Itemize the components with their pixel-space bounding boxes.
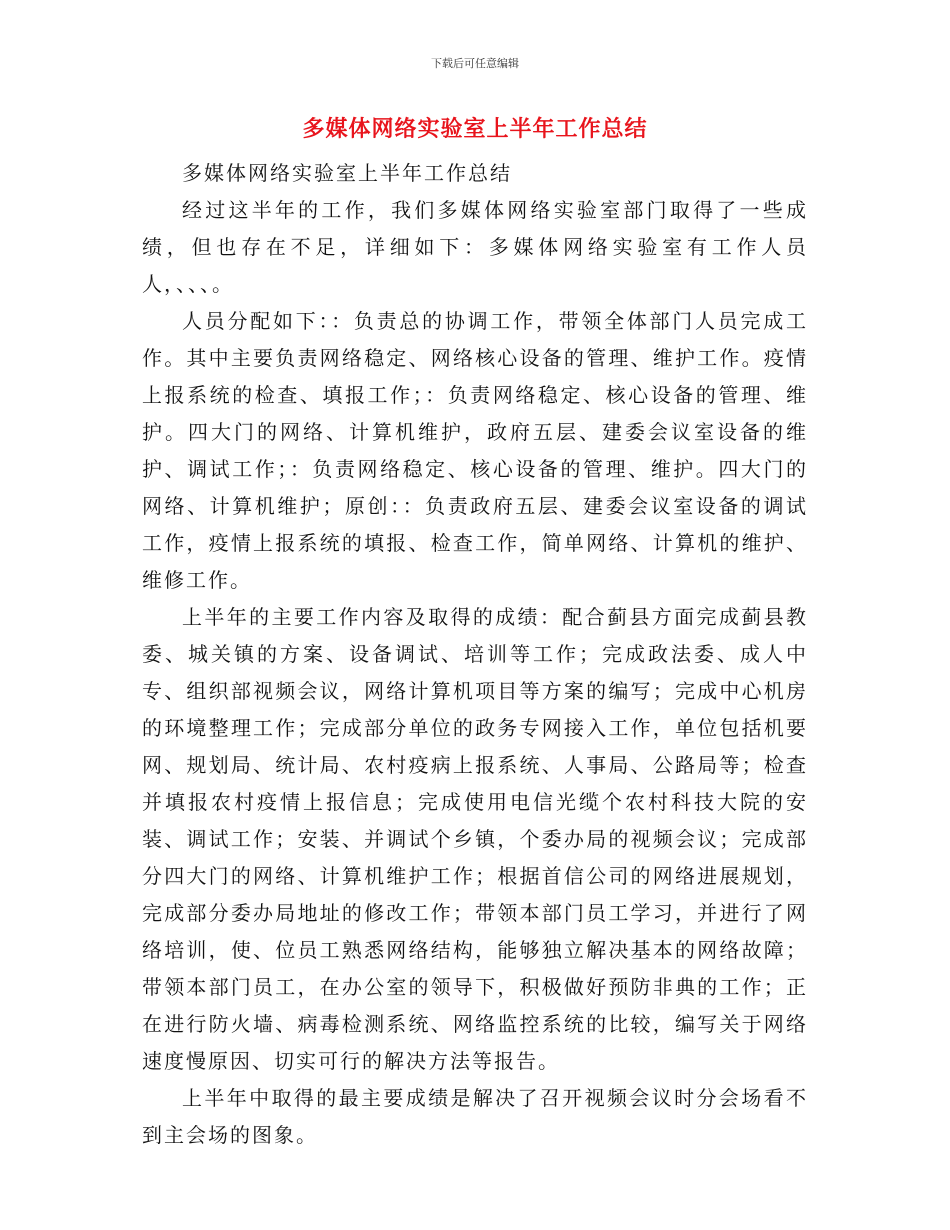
paragraph-key-achievement: 上半年中取得的最主要成绩是解决了召开视频会议时分会场看不到主会场的图象。	[142, 1086, 808, 1147]
document-title: 多媒体网络实验室上半年工作总结	[302, 117, 648, 142]
paragraph-main-work: 上半年的主要工作内容及取得的成绩：配合蓟县方面完成蓟县教委、城关镇的方案、设备调试、培训等工作；完成政法委、成人中专、组织部视频会议，网络计算机项目等方案的编写；完成中心机房的环境整理工作；完成部分单位的政务专网接入工作，单位包括机要网、规划局、统计局、农村疫病上报系统、人事局、公路局等；检查并填报农村疫情上报信息；完成使用电信光缆个农村科技大院的安装、调试工作；安装、并调试个乡镇，个委办局的视频会议；完成部分四大门的网络、计算机维护工作；根据首信公司的网络进展规划，完成部分委办局地址的修改工作；带领本部门员工学习，并进行了网络培训，使、位员工熟悉网络结构，能够独立解决基本的网络故障；带领本部门员工，在办公室的领导下，积极做好预防非典的工作；正在进行防火墙、病毒检测系统、网络监控系统的比较，编写关于网络速度慢原因、切实可行的解决方法等报告。	[142, 605, 808, 1073]
document-body	[142, 155, 808, 1154]
paragraph-subtitle: 多媒体网络实验室上半年工作总结	[182, 161, 512, 185]
header-note: 下载后可任意编辑	[431, 57, 519, 70]
paragraph-staffing: 人员分配如下：：负责总的协调工作，带领全体部门人员完成工作。其中主要负责网络稳定、网络核心设备的管理、维护工作。疫情上报系统的检查、填报工作；：负责网络稳定、核心设备的管理、维护。四大门的网络、计算机维护，政府五层、建委会议室设备的维护、调试工作；：负责网络稳定、核心设备的管理、维护。四大门的网络、计算机维护；原创：：负责政府五层、建委会议室设备的调试工作，疫情上报系统的填报、检查工作，简单网络、计算机的维护、维修工作。	[142, 309, 808, 592]
paragraph-intro: 经过这半年的工作，我们多媒体网络实验室部门取得了一些成绩，但也存在不足，详细如下：多媒体网络实验室有工作人员人，、、、。	[142, 198, 808, 296]
